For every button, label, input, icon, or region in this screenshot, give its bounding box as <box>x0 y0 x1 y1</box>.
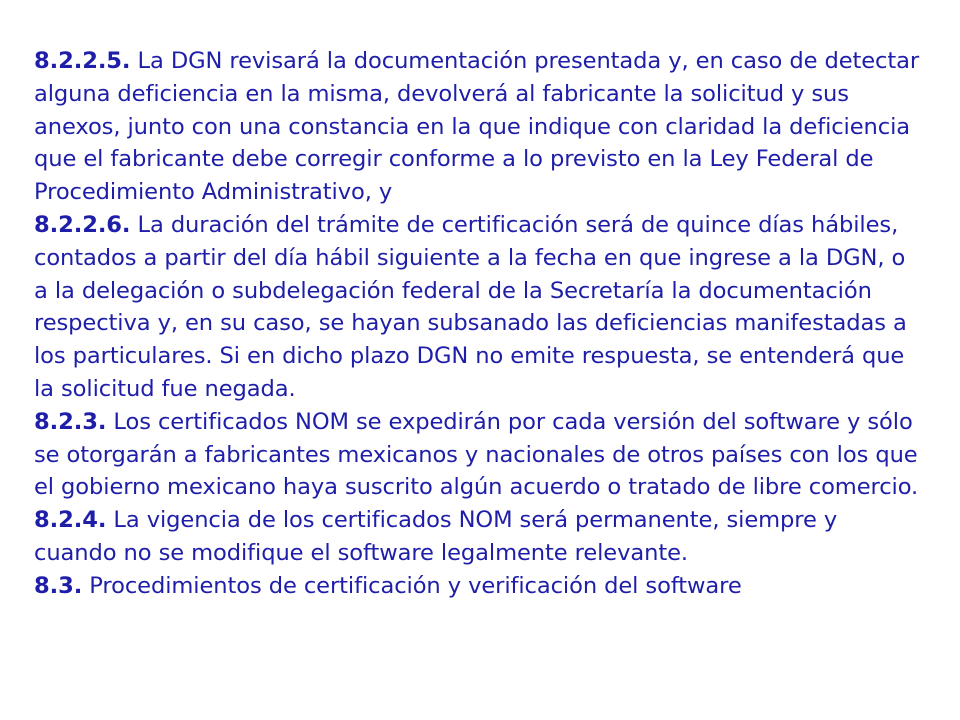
paragraph-8-2-4 <box>34 504 924 570</box>
paragraph-8-2-2-5 <box>34 45 924 209</box>
paragraph-8-2-2-6 <box>34 209 924 406</box>
section-number: 8.2.2.5. <box>34 48 131 74</box>
section-number: 8.3. <box>34 572 83 599</box>
paragraph-8-2-3 <box>34 406 924 504</box>
paragraph-text: La DGN revisará la documentación presentada y, en caso de detectar alguna deficiencia en la misma, devolverá al fabricante la solicitud y sus anexos, junto con una constancia en la que indique con claridad la deficiencia que el fabricante debe corregir conforme a lo previsto en la Ley Federal de Procedimiento Administrativo, y <box>34 48 920 206</box>
paragraph-text: La vigencia de los certificados NOM será permanente, siempre y cuando no se modifique el software legalmente relevante. <box>34 507 838 566</box>
paragraph-8-3 <box>34 570 924 603</box>
paragraph-text: Los certificados NOM se expedirán por cada versión del software y sólo se otorgarán a fabricantes mexicanos y nacionales de otros países con los que el gobierno mexicano haya suscrito algún acuerdo o tratado de libre comercio. <box>34 408 919 501</box>
section-number: 8.2.3. <box>34 408 107 435</box>
section-number: 8.2.4. <box>34 507 107 534</box>
paragraph-text: Procedimientos de certificación y verificación del software <box>82 572 742 599</box>
slide-body <box>34 45 924 603</box>
section-number: 8.2.2.6. <box>34 211 131 238</box>
paragraph-text: La duración del trámite de certificación será de quince días hábiles, contados a partir del día hábil siguiente a la fecha en que ingrese a la DGN, o a la delegación o subdelegación federal de la Secretaría la documentación respectiva y, en su caso, se hayan subsanado las deficiencias manifestadas a los particulares. Si en dicho plazo DGN no emite respuesta, se entenderá que la solicitud fue negada. <box>34 211 907 402</box>
